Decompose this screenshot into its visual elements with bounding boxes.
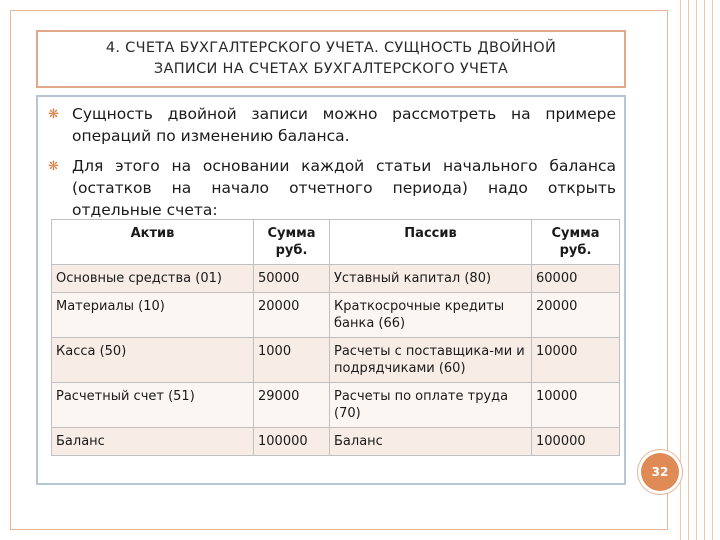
content-area <box>36 95 626 485</box>
slide-title <box>36 30 626 88</box>
table-cell: 1000 <box>254 338 330 383</box>
table-cell: Баланс <box>52 428 254 456</box>
table-cell: 100000 <box>532 428 620 456</box>
header-passive: Пассив <box>330 220 532 265</box>
title-line-1: 4. СЧЕТА БУХГАЛТЕРСКОГО УЧЕТА. СУЩНОСТЬ ДВОЙНОЙ <box>105 40 557 56</box>
table-cell: 100000 <box>254 428 330 456</box>
table-header-row <box>52 220 620 265</box>
table-cell: 10000 <box>532 338 620 383</box>
bullet-item <box>46 155 616 221</box>
table-row <box>52 428 620 456</box>
bullet-marker-icon: ❋ <box>48 107 59 122</box>
table-cell: Касса (50) <box>52 338 254 383</box>
table-cell: 20000 <box>532 293 620 338</box>
bullet-text: Сущность двойной записи можно рассмотреть на примере операций по изменению баланса. <box>72 105 616 145</box>
table-cell: Баланс <box>330 428 532 456</box>
table-cell: 29000 <box>254 383 330 428</box>
bullet-marker-icon: ❋ <box>48 159 59 174</box>
table-row <box>52 338 620 383</box>
header-active: Актив <box>52 220 254 265</box>
page-number-badge: 32 <box>641 453 679 491</box>
table-cell: 50000 <box>254 265 330 293</box>
table-cell: 10000 <box>532 383 620 428</box>
bullet-text: Для этого на основании каждой статьи начального баланса (остатков на начало отчетного периода) надо открыть отдельные счета: <box>72 157 616 219</box>
balance-table <box>51 219 620 456</box>
table-cell: Расчеты по оплате труда (70) <box>330 383 532 428</box>
decorative-lines <box>676 0 720 540</box>
table-row <box>52 383 620 428</box>
table-cell: Материалы (10) <box>52 293 254 338</box>
table-cell: Основные средства (01) <box>52 265 254 293</box>
table-row <box>52 265 620 293</box>
table-cell: Краткосрочные кредиты банка (66) <box>330 293 532 338</box>
table-row <box>52 293 620 338</box>
bullet-list <box>46 103 616 229</box>
table-cell: Расчеты с поставщика-ми и подрядчиками (60) <box>330 338 532 383</box>
table-cell: 60000 <box>532 265 620 293</box>
title-line-2: ЗАПИСИ НА СЧЕТАХ БУХГАЛТЕРСКОГО УЧЕТА <box>153 61 509 77</box>
bullet-item <box>46 103 616 147</box>
header-sum: Сумма руб. <box>532 220 620 265</box>
table-cell: 20000 <box>254 293 330 338</box>
header-sum: Сумма руб. <box>254 220 330 265</box>
table-cell: Уставный капитал (80) <box>330 265 532 293</box>
table-cell: Расчетный счет (51) <box>52 383 254 428</box>
